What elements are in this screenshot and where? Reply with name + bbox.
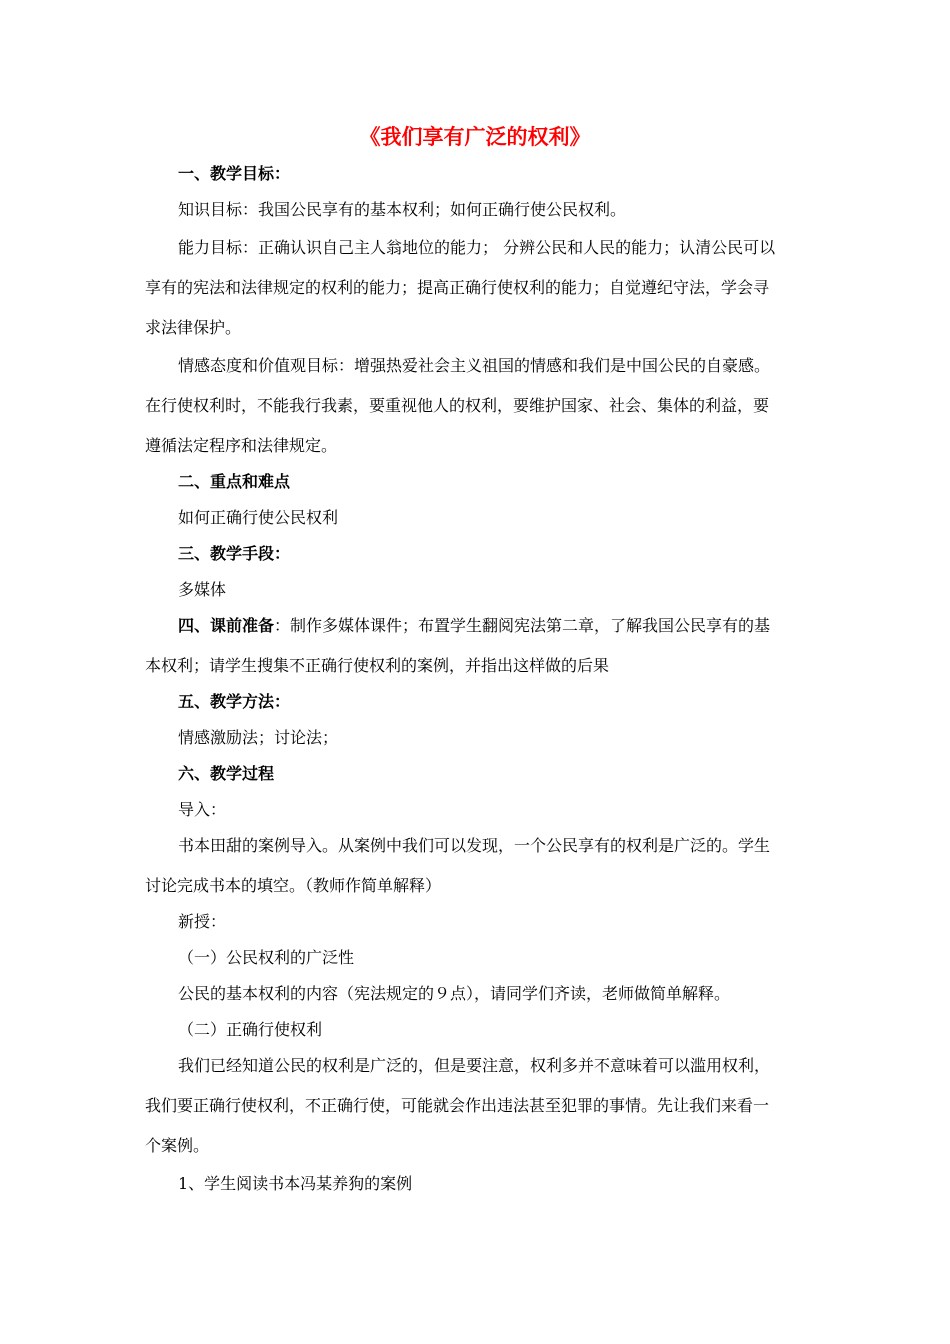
subsection-heading: （一）公民权利的广泛性 <box>178 948 355 967</box>
section-heading-key-points: 二、重点和难点 <box>178 472 291 491</box>
intro-label: 导入： <box>178 800 227 819</box>
ability-goal-line: 求法律保护。 <box>145 318 242 337</box>
ability-goal-line: 享有的宪法和法律规定的权利的能力；提高正确行使权利的能力；自觉遵纪守法，学会寻 <box>145 278 770 297</box>
section-heading-goals: 一、教学目标： <box>178 164 291 183</box>
intro-line: 书本田甜的案例导入。从案例中我们可以发现，一个公民享有的权利是广泛的。学生 <box>178 836 771 855</box>
new-lesson-label: 新授： <box>178 912 227 931</box>
subsection-heading: （二）正确行使权利 <box>178 1020 323 1039</box>
subsection-text-line: 我们要正确行使权利，不正确行使，可能就会作出违法甚至犯罪的事情。先让我们来看一 <box>145 1096 770 1115</box>
intro-line: 讨论完成书本的填空。（教师作简单解释） <box>145 876 442 895</box>
methods-text: 情感激励法；讨论法； <box>178 728 339 747</box>
section-heading-methods: 五、教学方法： <box>178 692 291 711</box>
ability-goal-line: 能力目标：正确认识自己主人翁地位的能力； 分辨公民和人民的能力；认清公民可以 <box>178 238 776 257</box>
preparation-line: 本权利；请学生搜集不正确行使权利的案例，并指出这样做的后果 <box>145 656 610 675</box>
section-heading-means: 三、教学手段： <box>178 544 291 563</box>
knowledge-goal: 知识目标：我国公民享有的基本权利；如何正确行使公民权利。 <box>178 200 627 219</box>
section-heading-preparation: 四、课前准备 <box>178 616 275 635</box>
document-title: 《我们享有广泛的权利》 <box>359 125 591 149</box>
subsection-text: 公民的基本权利的内容（宪法规定的９点），请同学们齐读，老师做简单解释。 <box>178 984 731 1003</box>
emotion-goal-line: 情感态度和价值观目标：增强热爱社会主义祖国的情感和我们是中国公民的自豪感。 <box>178 356 771 375</box>
subsection-text-line: 我们已经知道公民的权利是广泛的，但是要注意，权利多并不意味着可以滥用权利， <box>178 1056 771 1075</box>
list-item: 1、学生阅读书本冯某养狗的案例 <box>178 1174 413 1193</box>
subsection-text-line: 个案例。 <box>145 1136 210 1155</box>
preparation-text: ：制作多媒体课件；布置学生翻阅宪法第二章，了解我国公民享有的基 <box>274 616 771 635</box>
emotion-goal-line: 在行使权利时，不能我行我素，要重视他人的权利，要维护国家、社会、集体的利益，要 <box>145 396 770 415</box>
section-heading-process: 六、教学过程 <box>178 764 275 783</box>
preparation-line <box>178 614 770 638</box>
emotion-goal-line: 遵循法定程序和法律规定。 <box>145 436 338 455</box>
key-points-text: 如何正确行使公民权利 <box>178 508 339 527</box>
means-text: 多媒体 <box>178 580 227 599</box>
